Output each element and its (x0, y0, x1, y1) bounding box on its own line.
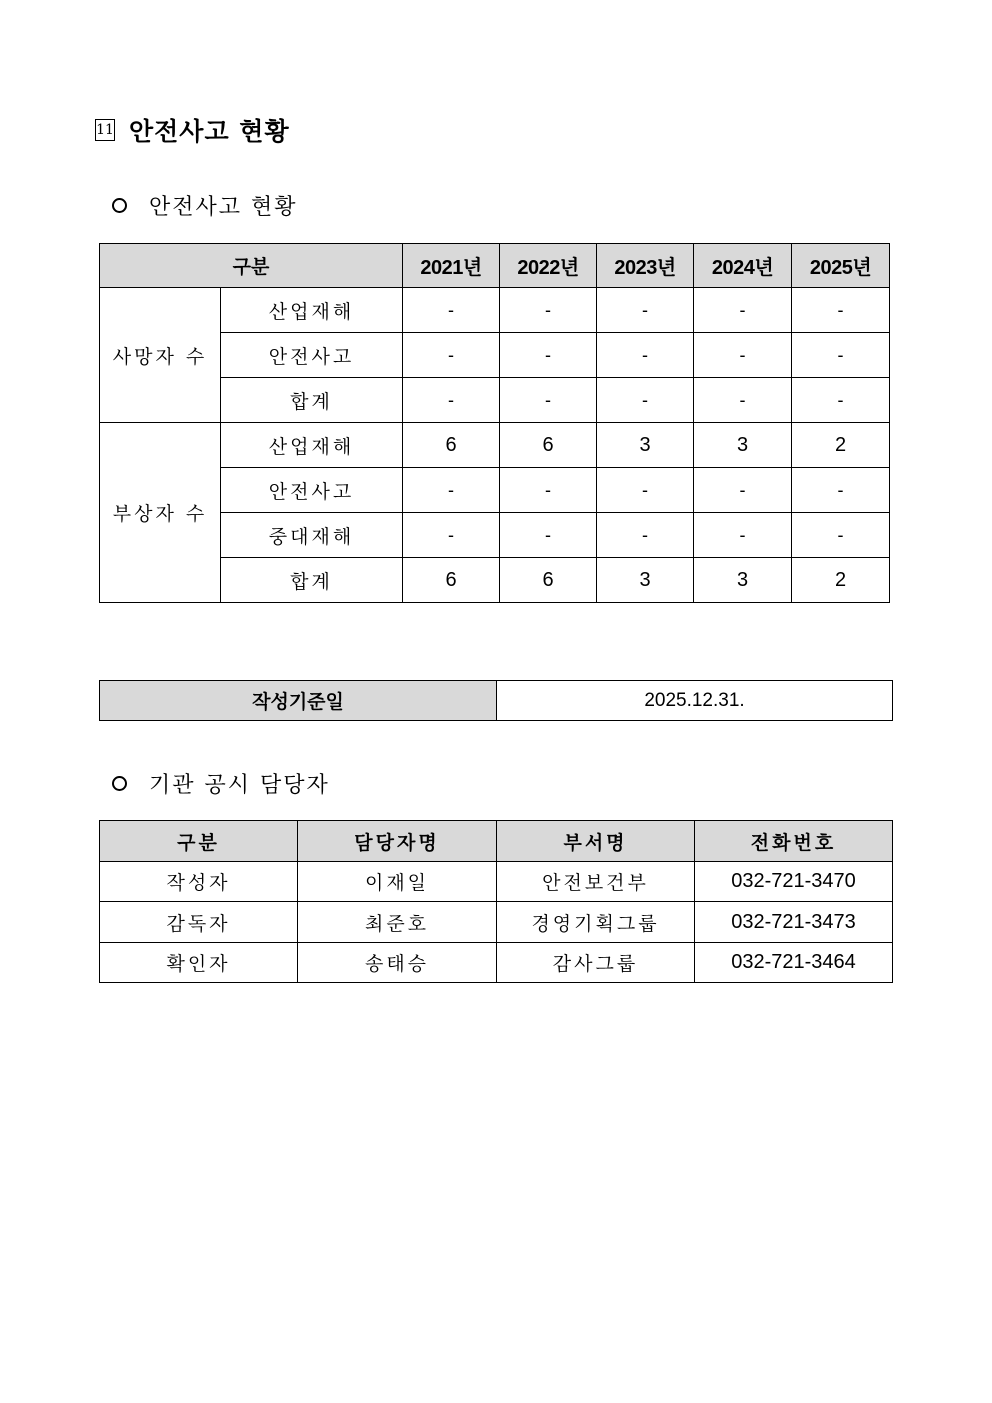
cell-value: - (694, 513, 792, 558)
phone-cell: 032-721-3470 (695, 862, 893, 902)
role-cell: 확인자 (100, 943, 298, 983)
role-cell: 감독자 (100, 902, 298, 943)
header-year: 2023년 (597, 244, 694, 288)
cell-value: - (694, 288, 792, 333)
cell-value: - (500, 513, 597, 558)
role-cell: 작성자 (100, 862, 298, 902)
cell-value: - (694, 468, 792, 513)
name-cell: 송태승 (298, 943, 497, 983)
bullet-circle-icon (112, 776, 127, 791)
table-row (100, 902, 893, 943)
cell-value: - (792, 288, 890, 333)
cell-value: - (500, 288, 597, 333)
cell-value: - (792, 468, 890, 513)
group-label-injuries: 부상자 수 (100, 423, 221, 603)
phone-cell: 032-721-3464 (695, 943, 893, 983)
row-label: 합계 (221, 558, 403, 603)
header-year: 2022년 (500, 244, 597, 288)
cell-value: - (792, 333, 890, 378)
contact-heading (110, 768, 330, 799)
cell-value: - (500, 468, 597, 513)
cell-value: - (500, 333, 597, 378)
table-row (100, 423, 890, 468)
cell-value: - (597, 288, 694, 333)
contact-table (99, 820, 893, 983)
contact-header-row (100, 821, 893, 862)
department-cell: 감사그룹 (497, 943, 695, 983)
header-year: 2021년 (403, 244, 500, 288)
cell-value: 3 (597, 423, 694, 468)
header-cell: 전화번호 (695, 821, 893, 862)
cell-value: - (403, 288, 500, 333)
cell-value: 3 (694, 423, 792, 468)
cell-value: 2 (792, 558, 890, 603)
reference-date-table (99, 680, 893, 721)
cell-value: - (792, 378, 890, 423)
section-number: 11 (95, 119, 115, 141)
cell-value: - (597, 513, 694, 558)
table-row (100, 862, 893, 902)
cell-value: 3 (597, 558, 694, 603)
group-label-deaths: 사망자 수 (100, 288, 221, 423)
header-cell: 구분 (100, 821, 298, 862)
section-title (95, 112, 290, 148)
cell-value: - (500, 378, 597, 423)
cell-value: 6 (500, 558, 597, 603)
header-cell: 부서명 (497, 821, 695, 862)
cell-value: - (597, 333, 694, 378)
table-row (100, 288, 890, 333)
reference-date-value: 2025.12.31. (497, 681, 893, 721)
cell-value: 3 (694, 558, 792, 603)
accident-heading (110, 190, 298, 221)
section-title-text: 안전사고 현황 (129, 117, 290, 146)
name-cell: 최준호 (298, 902, 497, 943)
department-cell: 안전보건부 (497, 862, 695, 902)
reference-date-label: 작성기준일 (100, 681, 497, 721)
row-label: 안전사고 (221, 468, 403, 513)
cell-value: - (403, 378, 500, 423)
cell-value: - (694, 333, 792, 378)
cell-value: - (403, 513, 500, 558)
header-category: 구분 (100, 244, 403, 288)
accident-header-row (100, 244, 890, 288)
department-cell: 경영기획그룹 (497, 902, 695, 943)
accident-heading-text: 안전사고 현황 (149, 195, 298, 220)
cell-value: - (403, 333, 500, 378)
header-cell: 담당자명 (298, 821, 497, 862)
header-year: 2025년 (792, 244, 890, 288)
phone-cell: 032-721-3473 (695, 902, 893, 943)
cell-value: - (694, 378, 792, 423)
cell-value: 6 (403, 558, 500, 603)
row-label: 안전사고 (221, 333, 403, 378)
header-year: 2024년 (694, 244, 792, 288)
cell-value: 2 (792, 423, 890, 468)
table-row (100, 943, 893, 983)
cell-value: - (597, 378, 694, 423)
row-label: 산업재해 (221, 423, 403, 468)
contact-heading-text: 기관 공시 담당자 (149, 773, 330, 798)
row-label: 중대재해 (221, 513, 403, 558)
cell-value: 6 (500, 423, 597, 468)
cell-value: 6 (403, 423, 500, 468)
accident-table (99, 243, 890, 603)
cell-value: - (792, 513, 890, 558)
cell-value: - (403, 468, 500, 513)
row-label: 산업재해 (221, 288, 403, 333)
row-label: 합계 (221, 378, 403, 423)
name-cell: 이재일 (298, 862, 497, 902)
bullet-circle-icon (112, 198, 127, 213)
cell-value: - (597, 468, 694, 513)
